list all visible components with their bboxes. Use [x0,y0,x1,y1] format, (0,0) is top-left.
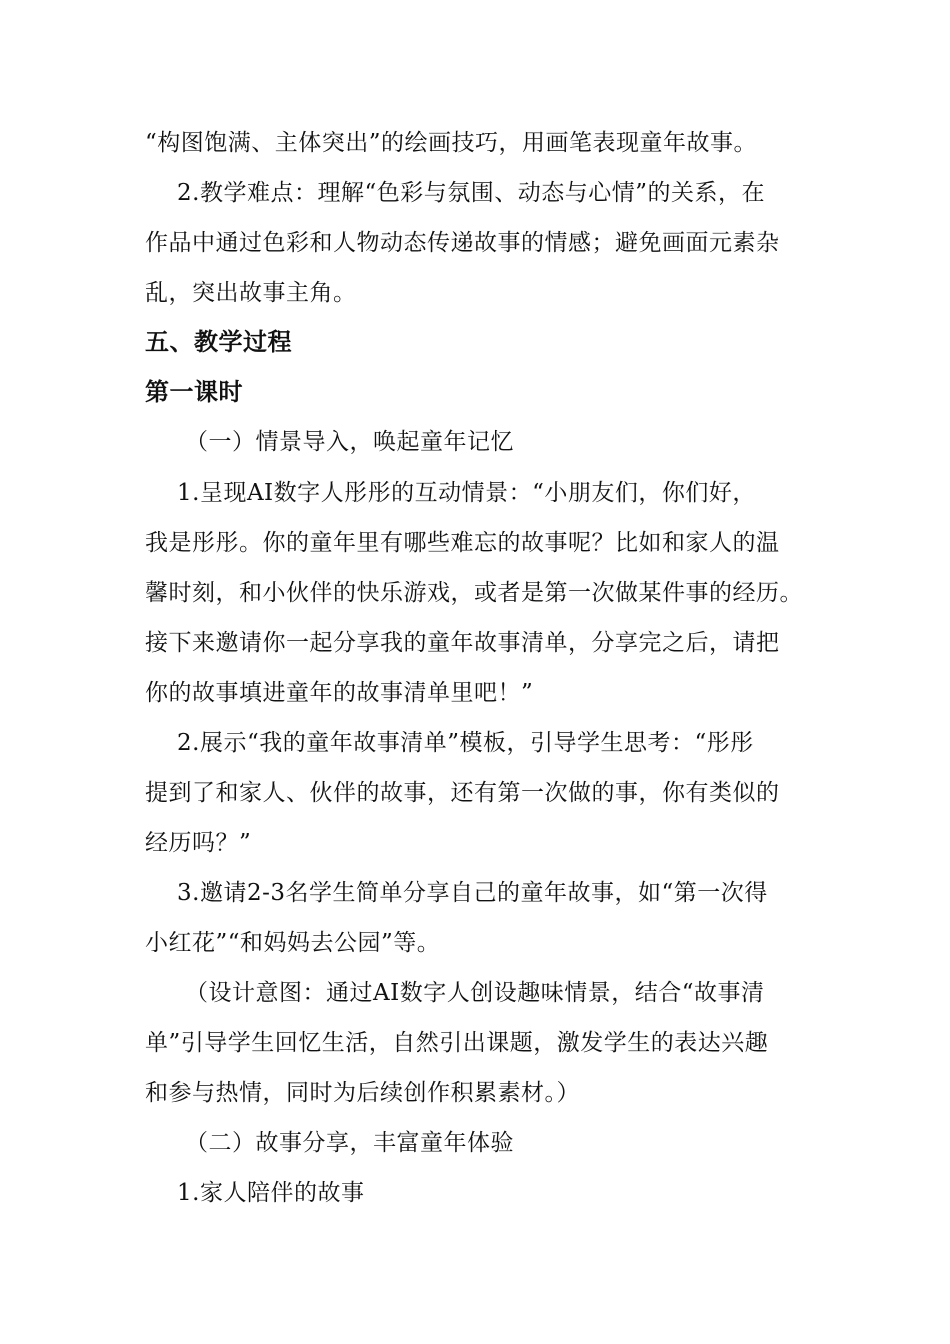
paragraph-line: 我是彤彤。你的童年里有哪些难忘的故事呢？比如和家人的温 [145,530,780,556]
paragraph-line: 作品中通过色彩和人物动态传递故事的情感；避免画面元素杂 [145,230,780,256]
paragraph-line: 小红花”“和妈妈去公园”等。 [145,930,441,956]
paragraph-line: 馨时刻，和小伙伴的快乐游戏，或者是第一次做某件事的经历。 [145,580,803,606]
paragraph-line: “构图饱满、主体突出”的绘画技巧，用画笔表现童年故事。 [145,130,758,156]
paragraph-line: 2.展示“我的童年故事清单”模板，引导学生思考：“彤彤 [177,730,754,756]
paragraph-line: 2.教学难点：理解“色彩与氛围、动态与心情”的关系，在 [177,180,765,206]
step-heading: （二）故事分享，丰富童年体验 [185,1130,514,1156]
section-heading: 五、教学过程 [145,328,292,356]
paragraph-line: 单”引导学生回忆生活，自然引出课题，激发学生的表达兴趣 [145,1030,769,1056]
paragraph-line: 你的故事填进童年的故事清单里吧！” [145,680,534,706]
paragraph-line: 提到了和家人、伙伴的故事，还有第一次做的事，你有类似的 [145,780,780,806]
subsection-heading: 第一课时 [145,378,243,406]
paragraph-line: 1.家人陪伴的故事 [177,1180,365,1206]
paragraph-line: 和参与热情，同时为后续创作积累素材。） [145,1080,580,1106]
paragraph-line: 1.呈现AI数字人彤彤的互动情景：“小朋友们，你们好， [177,480,756,506]
paragraph-line: 3.邀请2-3名学生简单分享自己的童年故事，如“第一次得 [177,880,768,906]
paragraph-line: 经历吗？” [145,830,252,856]
paragraph-line: 乱，突出故事主角。 [145,280,357,306]
paragraph-line: 接下来邀请你一起分享我的童年故事清单，分享完之后，请把 [145,630,780,656]
step-heading: （一）情景导入，唤起童年记忆 [185,429,514,455]
paragraph-line: （设计意图：通过AI数字人创设趣味情景，结合“故事清 [185,980,765,1006]
